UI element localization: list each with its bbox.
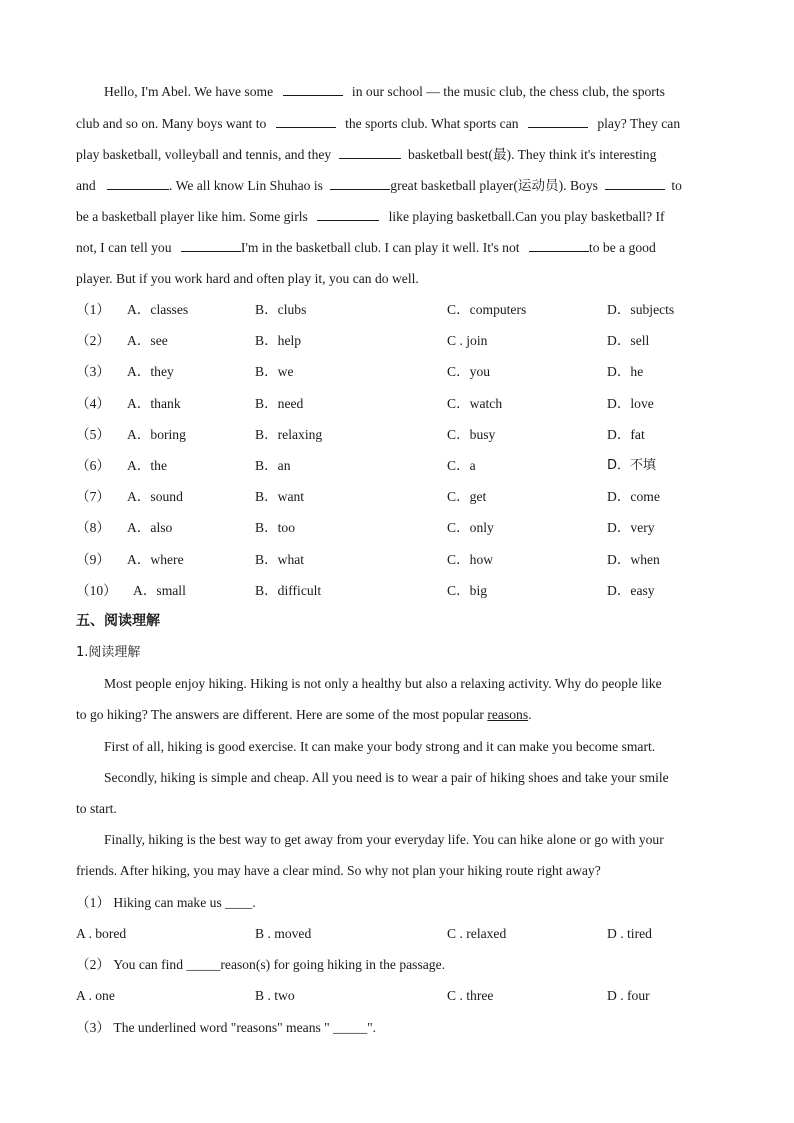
question-number: （3） [76, 364, 110, 379]
reading-line: Finally, hiking is the best way to get away from your everyday life. You can hike alone or go with your [104, 832, 664, 847]
reading-line: Most people enjoy hiking. Hiking is not only a healthy but also a relaxing activity. Why do people like [104, 676, 662, 691]
option-d[interactable]: D . tired [607, 926, 652, 941]
cloze-text: club and so on. Many boys want to [76, 116, 267, 131]
option-d[interactable]: D．easy [607, 583, 655, 598]
option-d[interactable]: D．fat [607, 427, 645, 442]
option-d[interactable]: D．when [607, 552, 660, 567]
cloze-text: to [671, 178, 682, 193]
question-stem [76, 955, 445, 975]
cloze-option-row [76, 425, 716, 445]
reading-text: to go hiking? The answers are different. Here are some of the most popular [76, 707, 484, 722]
option-a[interactable]: A．classes [127, 302, 189, 317]
option-b[interactable]: B．too [255, 520, 296, 535]
answer-blank-4[interactable] [339, 144, 401, 159]
cloze-text: I'm in the basketball club. I can play it well. It's not [240, 240, 520, 255]
option-d[interactable]: D．very [607, 520, 655, 535]
option-b[interactable]: B．need [255, 396, 304, 411]
option-d[interactable]: D . four [607, 988, 650, 1003]
answer-blank-6[interactable] [330, 175, 390, 190]
option-a[interactable]: A．where [127, 552, 184, 567]
question-stem [76, 1018, 376, 1038]
option-c[interactable]: C．get [447, 489, 487, 504]
question-number: （2） [76, 333, 110, 348]
cloze-option-row [76, 456, 716, 476]
option-a[interactable]: A . bored [76, 926, 127, 941]
question-stem [76, 893, 256, 913]
option-c[interactable]: C．you [447, 364, 491, 379]
option-c[interactable]: C．computers [447, 302, 527, 317]
option-d[interactable]: D．sell [607, 333, 650, 348]
option-a[interactable]: A．also [127, 520, 173, 535]
question-number: （1） [76, 302, 110, 317]
question-text: The underlined word "reasons" means " _____". [113, 1020, 377, 1035]
reading-line: First of all, hiking is good exercise. It can make your body strong and it can make you become smart. [104, 739, 656, 754]
option-b[interactable]: B．we [255, 364, 294, 379]
question-number: （6） [76, 458, 110, 473]
reading-line: Secondly, hiking is simple and cheap. All you need is to wear a pair of hiking shoes and take your smile [104, 770, 669, 785]
cloze-text: the sports club. What sports can [345, 116, 519, 131]
cloze-text: like playing basketball.Can you play basketball? If [388, 209, 665, 224]
cloze-line-6 [76, 237, 656, 258]
answer-blank-5[interactable] [107, 175, 169, 190]
reading-label: 1.阅读理解 [76, 645, 141, 660]
cloze-text: basketball best(最). They think it's interesting [408, 147, 657, 162]
cloze-text: play? They can [597, 116, 681, 131]
answer-blank-3[interactable] [528, 113, 588, 128]
cloze-line-7 [76, 269, 419, 289]
cloze-line-2 [76, 113, 680, 134]
question-number: （5） [76, 427, 110, 442]
answer-blank-7[interactable] [605, 175, 665, 190]
option-b[interactable]: B . two [255, 988, 295, 1003]
question-number: （3） [76, 1020, 110, 1035]
option-a[interactable]: A．see [127, 333, 168, 348]
cloze-option-row [76, 394, 716, 414]
cloze-option-row [76, 550, 716, 570]
option-c[interactable]: C．busy [447, 427, 496, 442]
reading-line: to start. [76, 801, 117, 816]
option-b[interactable]: B．what [255, 552, 305, 567]
option-a[interactable]: A．sound [127, 489, 183, 504]
underlined-word: reasons [487, 707, 529, 722]
option-c[interactable]: C . three [447, 988, 494, 1003]
answer-blank-1[interactable] [283, 81, 343, 96]
option-c[interactable]: C．watch [447, 396, 503, 411]
cloze-option-row [76, 581, 716, 601]
cloze-option-row [76, 518, 716, 538]
reading-text: . [528, 707, 532, 722]
option-a[interactable]: A．boring [127, 427, 186, 442]
option-a[interactable]: A．the [127, 458, 168, 473]
option-b[interactable]: B．difficult [255, 583, 322, 598]
cloze-line-4 [76, 175, 682, 196]
cloze-text: to be a good [588, 240, 656, 255]
cloze-option-row [76, 362, 716, 382]
option-b[interactable]: B . moved [255, 926, 312, 941]
cloze-line-3 [76, 144, 656, 165]
option-b[interactable]: B．want [255, 489, 305, 504]
option-a[interactable]: A．they [127, 364, 174, 379]
cloze-option-row [76, 300, 716, 320]
question-number: （10） [76, 583, 117, 598]
option-d[interactable]: D．不填 [607, 458, 657, 473]
reading-line [76, 705, 532, 725]
option-b[interactable]: B．an [255, 458, 291, 473]
cloze-text: player. But if you work hard and often play it, you can do well. [76, 271, 419, 286]
cloze-text: not, I can tell you [76, 240, 172, 255]
option-c[interactable]: C．how [447, 552, 494, 567]
question-number: （1） [76, 895, 110, 910]
question-number: （2） [76, 957, 110, 972]
option-d[interactable]: D．love [607, 396, 654, 411]
option-a[interactable]: A．small [133, 583, 186, 598]
option-c[interactable]: C . relaxed [447, 926, 507, 941]
answer-blank-10[interactable] [529, 237, 589, 252]
option-a[interactable]: A．thank [127, 396, 181, 411]
option-c[interactable]: C．only [447, 520, 494, 535]
cloze-text: . We all know Lin Shuhao is [169, 178, 323, 193]
answer-blank-8[interactable] [317, 206, 379, 221]
cloze-text: and [76, 178, 96, 193]
cloze-line-5 [76, 206, 665, 227]
option-b[interactable]: B．clubs [255, 302, 307, 317]
reading-line: friends. After hiking, you may have a clear mind. So why not plan your hiking route right away? [76, 863, 601, 878]
option-d[interactable]: D．he [607, 364, 644, 379]
answer-blank-9[interactable] [181, 237, 241, 252]
question-option-row [76, 924, 716, 944]
cloze-line-1 [104, 81, 665, 102]
question-text: Hiking can make us ____. [113, 895, 256, 910]
question-number: （9） [76, 552, 110, 567]
cloze-text: play basketball, volleyball and tennis, and they [76, 147, 332, 162]
question-number: （8） [76, 520, 110, 535]
option-c[interactable]: C . join [447, 333, 488, 348]
cloze-option-row [76, 487, 716, 507]
question-number: （4） [76, 396, 110, 411]
cloze-text: in our school — the music club, the chess club, the sports [351, 84, 665, 99]
cloze-text: great basketball player(运动员). Boys [390, 178, 598, 193]
question-number: （7） [76, 489, 110, 504]
option-b[interactable]: B．help [255, 333, 302, 348]
option-c[interactable]: C．a [447, 458, 476, 473]
question-text: You can find _____reason(s) for going hiking in the passage. [113, 957, 446, 972]
answer-blank-2[interactable] [276, 113, 336, 128]
section-title: 五、阅读理解 [76, 613, 160, 629]
cloze-text: Hello, I'm Abel. We have some [104, 84, 274, 99]
question-option-row [76, 986, 716, 1006]
option-c[interactable]: C．big [447, 583, 488, 598]
cloze-text: be a basketball player like him. Some girls [76, 209, 308, 224]
option-b[interactable]: B．relaxing [255, 427, 323, 442]
option-a[interactable]: A . one [76, 988, 115, 1003]
option-d[interactable]: D．come [607, 489, 660, 504]
cloze-option-row [76, 331, 716, 351]
option-d[interactable]: D．subjects [607, 302, 675, 317]
